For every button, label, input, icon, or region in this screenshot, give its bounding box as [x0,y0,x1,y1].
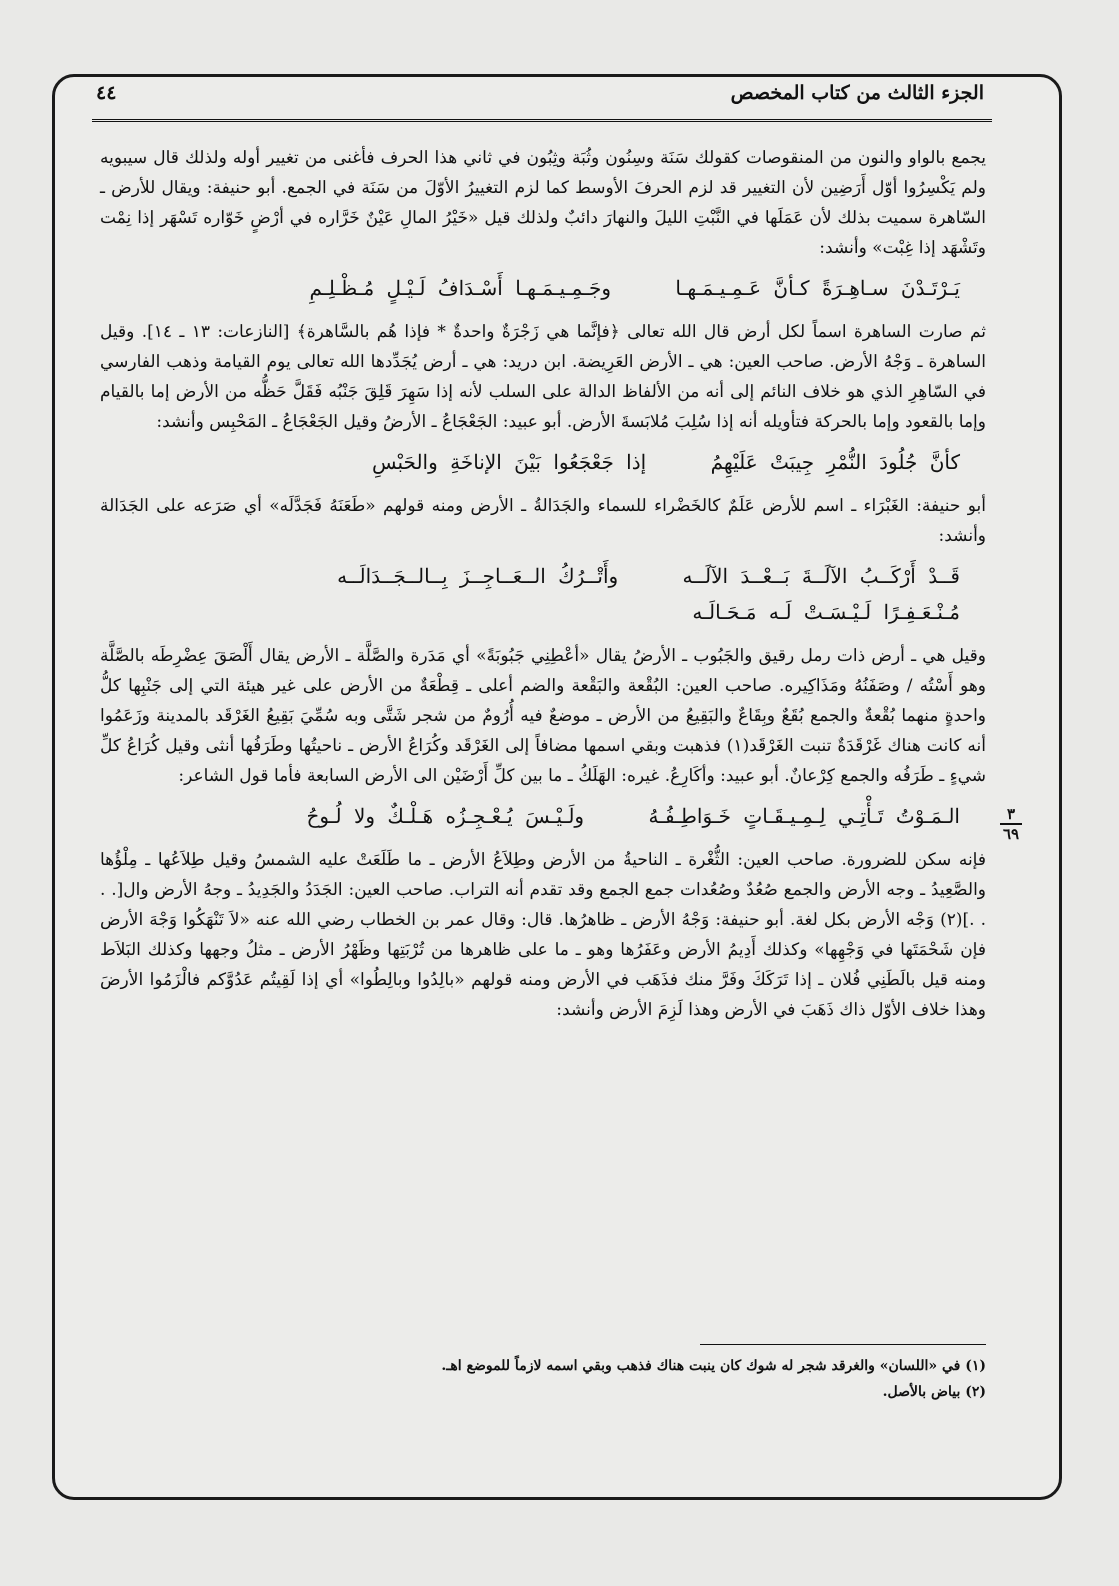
margin-note-bottom: ٦٩ [1002,825,1020,843]
verse-first-hemistich: كأنَّ جُلُودَ النُّمْرِ جِيبَتْ عَلَيْهِمُ [710,450,960,474]
verse-line [100,447,986,477]
verse-first-hemistich: يَـرْتَـدْنَ سـاهِـرَةً كـأنَّ عَـمِـيـمَـهـا [675,276,960,300]
verse-second-hemistich: وجَـمِـيـمَـهـا أَسْـدَافُ لَـيْـلٍ مُـظْـلِـمِ [309,276,611,300]
paragraph: أبو حنيفة: الغَبْرَاء ـ اسم للأرض عَلَمٌ كالخَضْراء للسماء والجَدَالةُ ـ الأرض ومنه قولهم «طَعَنَهُ فَجَدَّلَه» أي صَرَعه على الجَدَالة وأنشد: [100,496,986,546]
verse-line [100,561,986,591]
header-rule [92,119,992,122]
book-title: الجزء الثالث من كتاب المخصص [730,82,984,104]
paragraph: فإنه سكن للضرورة. صاحب العين: الثُّغْرة ـ الناحيةُ من الأرض وطِلاَعُ الأرض ـ ما طَلَعَتْ عليه الشمسُ وقيل طِلاَعُها ـ مِلْؤُها والصَّعِيدُ ـ وجه الأرض والجمع صُعُدٌ وصُعُدات جمع الجمع وقد تقدم أنه التراب. صاحب العين: الجَدَدُ والجَدِيدُ ـ وجهُ الأرض وال[. . . .](٢) وَجْه الأرض بكل لغة. أبو حنيفة: وَجْهُ الأرض ـ ظاهرُها. قال: وقال عمر بن الخطاب رضي الله عنه «لاَ تَنْهَكُوا وَجْهَ الأرض فإن شَحْمَتَها في وَجْهِها» وكذلك أَدِيمُ الأرض وعَفَرُها وهو ـ ما على ظاهرها من تُرْبَتِها وظَهْرُ الأرض ـ مثلُ وجهها وكذلك البَلاَط ومنه قيل بالَطَنِي فُلان ـ إذا تَرَكَكَ وفَرَّ منك فذَهَب في الأرض ومنه قولهم «بالِدُوا وبالِطُوا» أي إذا لَقِيتُم عَدُوَّكم فالْزَمُوا الأرضَ وهذا خلاف الأوّل ذاك ذَهَبَ في الأرض وهذا لَزِمَ الأرض وأنشد: [100,850,986,1020]
verse-single-line: مُـنْـعَـفِـرًا لَـيْـسَـتْ لَـه مَـحَـالَـه [692,600,960,624]
footnote-separator [700,1344,986,1345]
footnotes [100,1353,986,1405]
verse-second-hemistich: ولَـيْـسَ يُـعْـجِـزُه هَـلْـكٌ ولا لُـوحُ [306,804,585,828]
verse-line [100,597,986,627]
verse-second-hemistich: إذا جَعْجَعُوا بَيْنَ الإناخَةِ والحَبْسِ [372,450,647,474]
main-text [100,143,986,1032]
verse-second-hemistich: وأَتْــرُكُ الــعَــاجِــزَ بِــالــجَــدَالَــه [337,564,619,588]
verse-line [100,273,986,303]
paragraph: وقيل هي ـ أرض ذات رمل رقيق والجَبُوب ـ الأرضُ يقال «أعْطِنِي جَبُوبَةً» أي مَدَرة والصَّلَّة ـ الأرض يقال أَلْصَقَ عِضْرِطَه بالصَّلَّة وهو أَسْتُه / وصَفَنُهُ ومَذَاكِيره. صاحب العين: البُقْعة والبَقْعة والضم أعلى ـ قِطْعَةٌ من الأرض على غير هيئة التي إلى جَنْبِها كلُّ واحدةٍ منهما بُقْعةٌ والجمع بُقَعٌ وبِقَاعٌ والبَقِيعُ من الأرض ـ موضعٌ فيه أُرُومٌ من شجر شَتَّى وبه سُمِّيَ بَقِيعُ الغَرْقَد بالمدينة وزَعَمُوا أنه كانت هناك غَرْقَدَةٌ تنبت الغَرْقَد(١) فذهبت وبقي اسمها مضافاً إلى الغَرْقَد وكُرَاعُ الأرض ـ ناحيتُها وطَرَفُها أنثى وقيل كُرَاعُ كلِّ شيءٍ ـ طَرَفُه والجمع كِرْعانٌ. أبو عبيد: وأكَارِعُ. غيره: الهَلَكُ ـ ما بين كلِّ أَرْضَيْن الى الأرض السابعة فأما قول الشاعر: [100,646,987,786]
footnote: (١) في «اللسان» والغرقد شجر له شوك كان ينبت هناك فذهب وبقي اسمه لازماً للموضع اهـ. [441,1358,986,1374]
verse-line [100,801,986,831]
verse-first-hemistich: الـمَـوْتُ تَـأْتِـي لِـمِـيـقَـاتٍ خَـوَاطِـفُـهُ [648,804,960,828]
page-number: ٤٤ [96,82,117,104]
footnote: (٢) بياض بالأصل. [882,1384,986,1400]
page-header [96,82,984,116]
manuscript-page-reference [1000,806,1022,842]
paragraph: ثم صارت الساهرة اسماً لكل أرض قال الله تعالى ﴿فإنَّما هي زَجْرَةٌ واحدةٌ * فإذا هُم بالسَّاهرة﴾ [النازعات: ١٣ ـ ١٤]. وقيل الساهرة ـ وَجْهُ الأرض. صاحب العين: هي ـ الأرض العَرِيضة. ابن دريد: هي ـ أرض يُجَدِّدها الله تعالى يوم القيامة وذهب الفارسي في السّاهِرِ الذي هو خلاف النائم إلى أنه من الألفاظ الدالة على السلب لأنه إذا سَهِرَ قَلِقَ جَنْبُه فَقَلَّ حَظُّه من الأرض إما بالقيام وإما بالقعود وإما بالحركة فتأويله أنه إذا سُلِبَ مُلابَسةَ الأرض. أبو عبيد: الجَعْجَاعُ ـ الأرضُ وقيل الجَعْجَاعُ ـ المَحْبِس وأنشد: [100,322,986,432]
paragraph: يجمع بالواو والنون من المنقوصات كقولك سَنَة وسِنُون وثُبَة وثِبُون في ثاني هذا الحرف فأغنى من تغيير أوله ولذلك قال سيبويه ولم يَكْسِرُوا أوّل أَرَضِين لأن التغيير قد لزم الحرفَ الأوسط كما لزم التغييرُ الأوّلَ من سَنَة في الجمع. أبو حنيفة: ويقال للأرض ـ السّاهرة سميت بذلك لأن عَمَلَها في النَّبْتِ الليلَ والنهارَ دائبٌ ولذلك قيل «خَيْرُ المالِ عَيْنٌ خَرَّاره في أرْضٍ خَوّاره تَسْهَر إذا نِمْت وتَشْهَد إذا غِبْت» وأنشد: [100,148,987,258]
verse-first-hemistich: قَــدْ أَرْكَــبُ الآلَــةَ بَــعْــدَ الآلَــه [682,564,960,588]
margin-note-top: ٣ [1006,805,1016,823]
